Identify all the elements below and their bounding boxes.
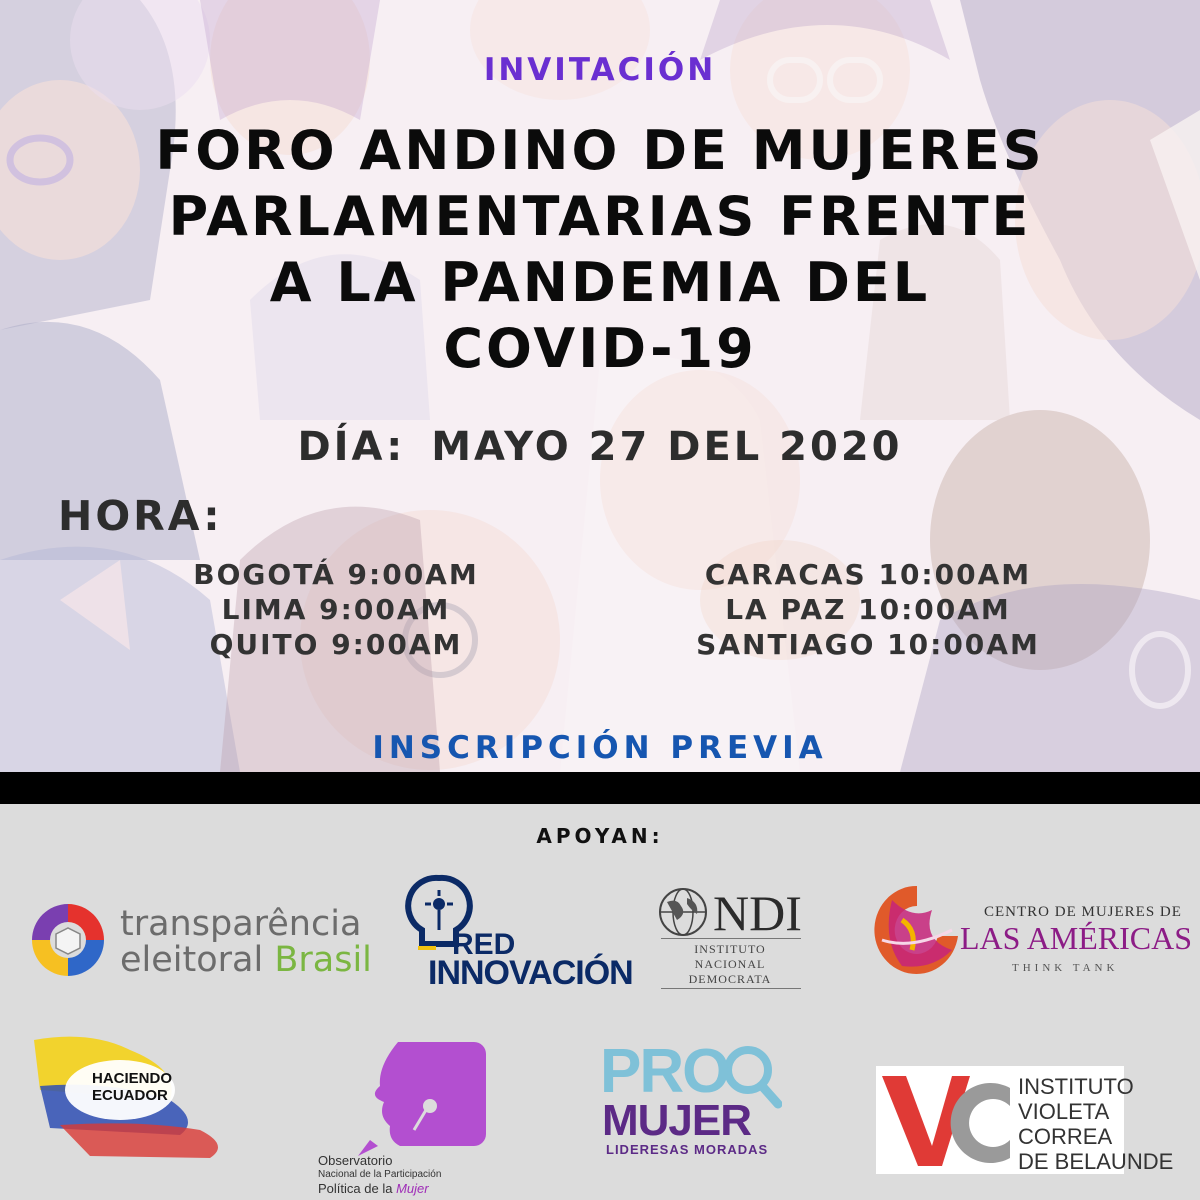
- red-innovacion-line1: RED: [452, 928, 516, 961]
- observatorio-text: [318, 1154, 441, 1196]
- ndi-mark: NDI: [713, 885, 802, 941]
- event-title-line: A LA PANDEMIA DEL: [269, 251, 931, 314]
- event-title-line: PARLAMENTARIAS FRENTE: [168, 185, 1032, 248]
- pro-mujer-line3: LIDERESAS MORADAS: [606, 1142, 769, 1157]
- pro-mujer-line2: MUJER: [602, 1096, 752, 1145]
- event-title: [0, 118, 1200, 382]
- schedule-entry: LA PAZ 10:00AM: [725, 593, 1011, 626]
- date-value: MAYO 27 DEL 2020: [431, 424, 903, 470]
- haciendo-ecuador-line1: HACIENDO: [92, 1070, 173, 1087]
- schedule-entry: BOGOTÁ 9:00AM: [193, 558, 479, 591]
- red-innovacion-line2: INNOVACIÓN: [428, 954, 633, 992]
- observatorio-line3: [318, 1182, 441, 1196]
- hour-label: HORA:: [58, 492, 223, 540]
- speaking-profile-icon: [318, 1036, 488, 1156]
- centro-mujeres-line3: THINK TANK: [1012, 962, 1119, 974]
- centro-mujeres-americas-logo: [872, 880, 1192, 990]
- event-title-line: COVID-19: [443, 317, 757, 380]
- ndi-line: NACIONAL: [694, 957, 766, 971]
- vc-monogram-icon: [876, 1066, 1016, 1174]
- ndi-line: DEMOCRATA: [688, 972, 772, 986]
- centro-mujeres-line2: LAS AMÉRICAS: [960, 920, 1193, 956]
- observatorio-mujer-logo: [318, 1036, 498, 1196]
- sponsors-panel: [0, 804, 1200, 1200]
- schedule-entry: LIMA 9:00AM: [221, 593, 451, 626]
- haciendo-ecuador-line2: ECUADOR: [92, 1087, 168, 1104]
- americas-swirl-icon: [872, 880, 962, 980]
- divider-band: [0, 772, 1200, 804]
- centro-mujeres-line1: CENTRO DE MUJERES DE: [984, 904, 1182, 920]
- violeta-correa-line: VIOLETA: [1018, 1099, 1110, 1124]
- observatorio-line2: Nacional de la Participación: [318, 1169, 442, 1180]
- schedule-entry: QUITO 9:00AM: [209, 628, 463, 661]
- transparencia-eleitoral-logo: [28, 900, 372, 990]
- observatorio-line3b: Mujer: [396, 1181, 429, 1196]
- red-innovacion-logo: [400, 874, 633, 994]
- invitation-kicker: INVITACIÓN: [483, 52, 717, 88]
- violeta-correa-text: [1018, 1074, 1173, 1174]
- observatorio-line3a: Política de la: [318, 1181, 393, 1196]
- registration-notice: INSCRIPCIÓN PREVIA: [372, 730, 828, 766]
- globe-icon: [657, 886, 709, 938]
- date-label: DÍA:: [297, 424, 406, 470]
- transparencia-line1: transparência: [120, 904, 362, 944]
- haciendo-ecuador-logo: [30, 1030, 230, 1160]
- transparencia-line2: [120, 940, 372, 980]
- violeta-correa-line: DE BELAUNDE: [1018, 1149, 1174, 1174]
- schedule-column-left: [126, 557, 546, 662]
- violeta-correa-line: CORREA: [1018, 1124, 1113, 1149]
- transparencia-mark-icon: [28, 900, 108, 980]
- violeta-correa-line: INSTITUTO: [1018, 1074, 1134, 1099]
- ndi-logo: [655, 882, 810, 992]
- observatorio-line1: Observatorio: [318, 1153, 393, 1168]
- sponsors-label: APOYAN:: [536, 824, 664, 848]
- event-title-line: FORO ANDINO DE MUJERES: [155, 119, 1045, 182]
- transparencia-brasil: Brasil: [274, 940, 372, 980]
- transparencia-eleitoral: eleitoral: [120, 940, 264, 980]
- pro-mujer-logo: [600, 1036, 790, 1166]
- schedule-entry: CARACAS 10:00AM: [704, 558, 1032, 591]
- pro-mujer-line1: PRO: [600, 1037, 729, 1106]
- schedule-column-right: [658, 557, 1078, 662]
- violeta-correa-logo: [876, 1066, 1174, 1174]
- event-date: [0, 424, 1200, 470]
- haciendo-ecuador-text: [92, 1070, 172, 1104]
- ndi-line: INSTITUTO: [694, 942, 766, 956]
- schedule-entry: SANTIAGO 10:00AM: [696, 628, 1040, 661]
